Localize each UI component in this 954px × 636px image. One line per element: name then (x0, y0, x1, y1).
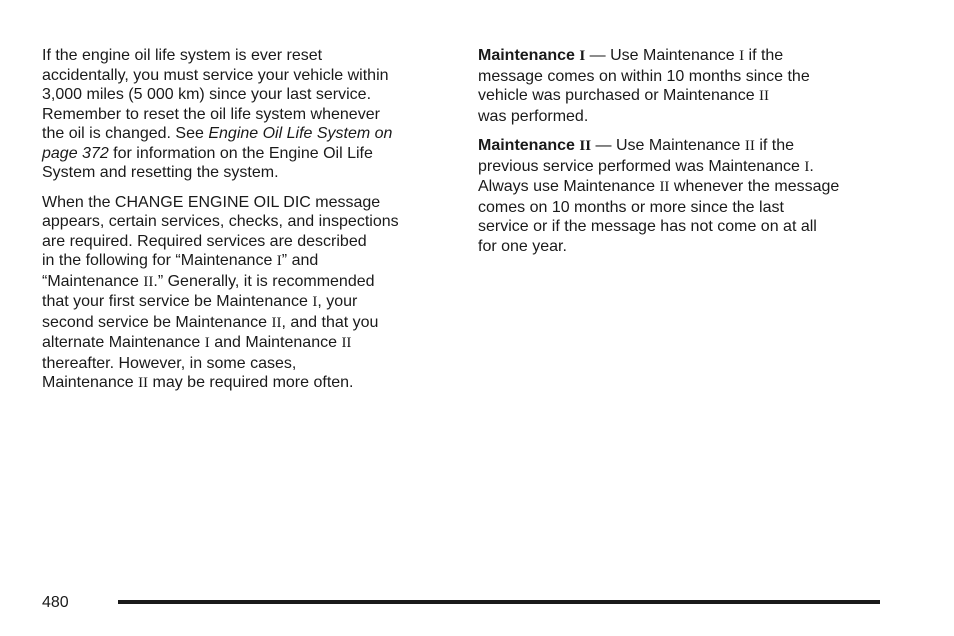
text-segment: . (809, 157, 814, 175)
maintenance-ii-paragraph (478, 136, 898, 256)
left-column (42, 46, 462, 404)
text-line (478, 177, 898, 198)
text-segment: the oil is changed. See (42, 125, 209, 142)
text-segment: for information on the Engine Oil Life (108, 144, 373, 162)
text-line (42, 292, 462, 313)
roman-numeral: II (759, 88, 770, 104)
maintenance-ii-heading: Maintenance (478, 137, 580, 154)
roman-numeral: I (804, 158, 810, 175)
text-segment: may be required more often. (148, 374, 354, 391)
text-segment: in the following for “Maintenance (42, 252, 277, 269)
roman-numeral: II (744, 138, 755, 154)
text-segment: if the (744, 47, 784, 64)
text-segment: ” and (281, 252, 319, 269)
text-segment: — Use Maintenance (585, 47, 740, 64)
text-line: 3,000 miles (5 000 km) since your last service. (42, 86, 372, 103)
text-line (42, 251, 462, 272)
text-line: thereafter. However, in some cases, (42, 354, 297, 372)
text-line (478, 136, 898, 157)
text-line: appears, certain services, checks, and inspections (42, 213, 399, 230)
text-segment: Always use Maintenance (478, 178, 660, 195)
roman-numeral: I (739, 48, 745, 64)
text-line (42, 373, 462, 394)
text-segment: and Maintenance (209, 334, 342, 351)
roman-numeral: II (271, 314, 282, 331)
text-segment: Maintenance (42, 374, 139, 391)
dic-message-paragraph (42, 193, 462, 394)
text-line: Remember to reset the oil life system whenever (42, 105, 380, 123)
footer-divider (118, 600, 880, 604)
text-line (478, 46, 898, 67)
text-line: When the CHANGE ENGINE OIL DIC message (42, 193, 381, 211)
text-line: for one year. (478, 237, 567, 255)
roman-numeral: II (659, 179, 670, 195)
roman-numeral: II (341, 335, 352, 351)
text-line: If the engine oil life system is ever reset (42, 47, 323, 64)
roman-numeral: II (138, 375, 149, 391)
text-line: service or if the message has not come on at all (478, 218, 817, 235)
maintenance-i-heading: Maintenance (478, 47, 580, 64)
text-line: message comes on within 10 months since the (478, 67, 810, 85)
text-segment: .” Generally, it is recommended (153, 272, 375, 290)
text-line: accidentally, you must service your vehicle within (42, 66, 389, 84)
text-line (42, 272, 462, 293)
text-segment: that your first service be Maintenance (42, 293, 313, 310)
text-segment: , and that you (281, 313, 379, 331)
maintenance-i-paragraph (478, 46, 898, 126)
roman-numeral: I (204, 335, 210, 351)
cross-reference-page[interactable]: page 372 (42, 144, 109, 162)
roman-numeral: II (579, 138, 592, 154)
oil-reset-paragraph (42, 46, 462, 183)
roman-numeral: I (276, 253, 282, 269)
text-segment: alternate Maintenance (42, 334, 205, 351)
text-line (478, 86, 898, 107)
text-segment: vehicle was purchased or Maintenance (478, 87, 760, 104)
text-segment: , your (317, 293, 358, 310)
roman-numeral: I (312, 294, 318, 310)
text-segment: if the (754, 137, 795, 154)
text-line: System and resetting the system. (42, 164, 279, 181)
text-line: comes on 10 months or more since the last (478, 198, 784, 216)
text-line: are required. Required services are described (42, 232, 367, 250)
text-line: was performed. (478, 107, 589, 125)
roman-numeral: II (143, 273, 154, 290)
text-segment: whenever the message (669, 178, 840, 195)
text-line (42, 144, 462, 164)
text-line (42, 124, 462, 144)
text-segment: “Maintenance (42, 272, 144, 290)
cross-reference-link[interactable]: Engine Oil Life System on (208, 125, 393, 142)
text-line (42, 333, 462, 354)
text-line (42, 313, 462, 334)
roman-numeral: I (579, 48, 586, 64)
right-column (478, 46, 898, 266)
text-line (478, 157, 898, 178)
text-segment: second service be Maintenance (42, 313, 272, 331)
page-number: 480 (42, 594, 69, 611)
text-segment: previous service performed was Maintenance (478, 157, 805, 175)
text-segment: — Use Maintenance (591, 137, 745, 154)
